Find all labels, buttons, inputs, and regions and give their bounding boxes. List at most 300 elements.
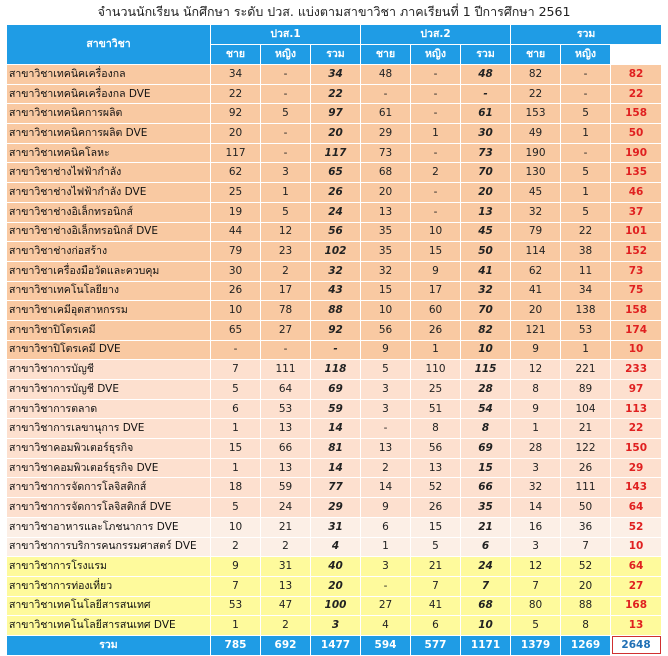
count-cell: 38 (561, 242, 611, 262)
count-cell: 13 (261, 419, 311, 439)
major-name: สาขาวิชาคอมพิวเตอร์ธุรกิจ DVE (7, 458, 211, 478)
table-row (7, 104, 662, 124)
grand-total-cell: 64 (611, 557, 662, 577)
grand-total-cell: 135 (611, 163, 662, 183)
sum-cell: 68 (461, 596, 511, 616)
count-cell: 104 (561, 399, 611, 419)
table-row (7, 124, 662, 144)
major-name: สาขาวิชาการท่องเที่ยว (7, 576, 211, 596)
table-row (7, 242, 662, 262)
count-cell: 19 (211, 202, 261, 222)
major-name: สาขาวิชาเทคนิคโลหะ (7, 143, 211, 163)
count-cell: - (561, 84, 611, 104)
count-cell: 122 (561, 439, 611, 459)
count-cell: 34 (561, 281, 611, 301)
count-cell: 59 (261, 478, 311, 498)
count-cell: 13 (361, 439, 411, 459)
count-cell: 8 (561, 616, 611, 636)
table-row (7, 360, 662, 380)
total-cell: 692 (261, 635, 311, 655)
header-male: ชาย (511, 45, 561, 65)
count-cell: 13 (411, 458, 461, 478)
sum-cell: 117 (311, 143, 361, 163)
sum-cell: 34 (311, 65, 361, 85)
table-row (7, 183, 662, 203)
header-female: หญิง (261, 45, 311, 65)
count-cell: 18 (211, 478, 261, 498)
count-cell: 41 (411, 596, 461, 616)
count-cell: 17 (411, 281, 461, 301)
count-cell: 41 (511, 281, 561, 301)
count-cell: 6 (211, 399, 261, 419)
sum-cell: - (311, 340, 361, 360)
count-cell: - (261, 65, 311, 85)
count-cell: 2 (261, 616, 311, 636)
count-cell: 14 (361, 478, 411, 498)
count-cell: 7 (411, 576, 461, 596)
count-cell: 30 (211, 261, 261, 281)
table-body (7, 65, 662, 636)
sum-cell: 50 (461, 242, 511, 262)
table-row (7, 478, 662, 498)
grand-total-cell: 73 (611, 261, 662, 281)
count-cell: 2 (411, 163, 461, 183)
count-cell: - (561, 143, 611, 163)
count-cell: - (411, 104, 461, 124)
header-group-total: รวม (511, 25, 662, 45)
count-cell: 22 (511, 84, 561, 104)
count-cell: 15 (411, 517, 461, 537)
sum-cell: 8 (461, 419, 511, 439)
count-cell: 73 (361, 143, 411, 163)
major-name: สาขาวิชาปิโตรเคมี DVE (7, 340, 211, 360)
sum-cell: 14 (311, 419, 361, 439)
major-name: สาขาวิชาการบัญชี DVE (7, 380, 211, 400)
count-cell: 26 (411, 498, 461, 518)
table-row (7, 439, 662, 459)
sum-cell: 56 (311, 222, 361, 242)
count-cell: 5 (561, 104, 611, 124)
sum-cell: 21 (461, 517, 511, 537)
count-cell: 61 (361, 104, 411, 124)
header-sum: รวม (311, 45, 361, 65)
count-cell: 53 (261, 399, 311, 419)
table-row (7, 281, 662, 301)
sum-cell: 28 (461, 380, 511, 400)
major-name: สาขาวิชาเทคโนโลยียาง (7, 281, 211, 301)
header-group-1: ปวส.1 (211, 25, 361, 45)
page-title: จำนวนนักเรียน นักศึกษา ระดับ ปวส. แบ่งตามสาขาวิชา ภาคเรียนที่ 1 ปีการศึกษา 2561 (97, 4, 571, 19)
count-cell: 15 (211, 439, 261, 459)
count-cell: 2 (261, 537, 311, 557)
grand-total-cell: 2648 (611, 635, 662, 655)
sum-cell: 10 (461, 616, 511, 636)
grand-total-cell: 150 (611, 439, 662, 459)
count-cell: 22 (561, 222, 611, 242)
count-cell: 53 (561, 320, 611, 340)
grand-total-cell: 168 (611, 596, 662, 616)
total-cell: 1379 (511, 635, 561, 655)
sum-cell: 4 (311, 537, 361, 557)
count-cell: 10 (361, 301, 411, 321)
sum-cell: 22 (311, 84, 361, 104)
count-cell: 15 (411, 242, 461, 262)
sum-cell: 40 (311, 557, 361, 577)
major-name: สาขาวิชาเทคนิคการผลิต (7, 104, 211, 124)
major-name: สาขาวิชาการจัดการโลจิสติกส์ DVE (7, 498, 211, 518)
grand-total-cell: 37 (611, 202, 662, 222)
students-table (6, 24, 662, 656)
count-cell: 13 (361, 202, 411, 222)
count-cell: 7 (561, 537, 611, 557)
total-cell: 577 (411, 635, 461, 655)
table-row (7, 301, 662, 321)
count-cell: 13 (261, 458, 311, 478)
count-cell: 89 (561, 380, 611, 400)
count-cell: 10 (211, 517, 261, 537)
count-cell: 23 (261, 242, 311, 262)
count-cell: 7 (511, 576, 561, 596)
grand-total-cell: 97 (611, 380, 662, 400)
count-cell: 2 (211, 537, 261, 557)
major-name: สาขาวิชาการบริการคนกรรมศาสตร์ DVE (7, 537, 211, 557)
sum-cell: 97 (311, 104, 361, 124)
count-cell: - (411, 65, 461, 85)
header-sum: รวม (461, 45, 511, 65)
count-cell: 4 (361, 616, 411, 636)
table-row (7, 517, 662, 537)
major-name: สาขาวิชาช่างไฟฟ้ากำลัง DVE (7, 183, 211, 203)
count-cell: 56 (411, 439, 461, 459)
table-row (7, 458, 662, 478)
count-cell: 130 (511, 163, 561, 183)
count-cell: 1 (261, 183, 311, 203)
sum-cell: 66 (461, 478, 511, 498)
count-cell: 10 (411, 222, 461, 242)
count-cell: 9 (361, 340, 411, 360)
major-name: สาขาวิชาช่างอิเล็กทรอนิกส์ (7, 202, 211, 222)
count-cell: 29 (361, 124, 411, 144)
major-name: สาขาวิชาการเลขานุการ DVE (7, 419, 211, 439)
count-cell: 20 (211, 124, 261, 144)
grand-total-cell: 52 (611, 517, 662, 537)
sum-cell: 65 (311, 163, 361, 183)
sum-cell: 10 (461, 340, 511, 360)
sum-cell: 82 (461, 320, 511, 340)
count-cell: - (411, 202, 461, 222)
grand-total-cell: 29 (611, 458, 662, 478)
count-cell: 27 (261, 320, 311, 340)
table-row (7, 537, 662, 557)
count-cell: 27 (361, 596, 411, 616)
sum-cell: 32 (311, 261, 361, 281)
count-cell: 22 (211, 84, 261, 104)
major-name: สาขาวิชาการโรงแรม (7, 557, 211, 577)
grand-total-cell: 233 (611, 360, 662, 380)
grand-total-cell: 101 (611, 222, 662, 242)
sum-cell: - (461, 84, 511, 104)
count-cell: 3 (511, 537, 561, 557)
grand-total-cell: 46 (611, 183, 662, 203)
count-cell: - (411, 143, 461, 163)
major-name: สาขาวิชาเทคโนโลยีสารสนเทศ DVE (7, 616, 211, 636)
count-cell: 114 (511, 242, 561, 262)
count-cell: 62 (511, 261, 561, 281)
sum-cell: 69 (461, 439, 511, 459)
count-cell: 25 (211, 183, 261, 203)
sum-cell: 20 (461, 183, 511, 203)
sum-cell: 7 (461, 576, 511, 596)
total-cell: 1477 (311, 635, 361, 655)
header-major: สาขาวิชา (7, 25, 211, 65)
sum-cell: 24 (311, 202, 361, 222)
count-cell: 117 (211, 143, 261, 163)
count-cell: 2 (361, 458, 411, 478)
major-name: สาขาวิชาเทคนิคเครื่องกล DVE (7, 84, 211, 104)
sum-cell: 26 (311, 183, 361, 203)
count-cell: 1 (411, 124, 461, 144)
count-cell: 5 (411, 537, 461, 557)
total-cell: 594 (361, 635, 411, 655)
count-cell: 6 (361, 517, 411, 537)
count-cell: 6 (411, 616, 461, 636)
count-cell: - (261, 340, 311, 360)
table-row (7, 202, 662, 222)
grand-total-cell: 190 (611, 143, 662, 163)
header-male: ชาย (211, 45, 261, 65)
count-cell: 5 (261, 104, 311, 124)
table-row (7, 84, 662, 104)
count-cell: 45 (511, 183, 561, 203)
count-cell: 3 (361, 399, 411, 419)
total-label: รวม (7, 635, 211, 655)
major-name: สาขาวิชาช่างไฟฟ้ากำลัง (7, 163, 211, 183)
sum-cell: 24 (461, 557, 511, 577)
count-cell: - (411, 84, 461, 104)
count-cell: 34 (211, 65, 261, 85)
count-cell: 12 (511, 360, 561, 380)
major-name: สาขาวิชาการจัดการโลจิสติกส์ (7, 478, 211, 498)
count-cell: 60 (411, 301, 461, 321)
count-cell: 7 (211, 360, 261, 380)
table-row (7, 557, 662, 577)
grand-total-cell: 174 (611, 320, 662, 340)
count-cell: 1 (211, 616, 261, 636)
count-cell: 5 (211, 380, 261, 400)
sum-cell: 32 (461, 281, 511, 301)
count-cell: 9 (361, 498, 411, 518)
grand-total-cell: 158 (611, 301, 662, 321)
count-cell: 9 (511, 340, 561, 360)
count-cell: 79 (511, 222, 561, 242)
sum-cell: 73 (461, 143, 511, 163)
sum-cell: 59 (311, 399, 361, 419)
count-cell: 1 (561, 124, 611, 144)
table-row (7, 596, 662, 616)
count-cell: - (361, 419, 411, 439)
count-cell: 31 (261, 557, 311, 577)
count-cell: 121 (511, 320, 561, 340)
sum-cell: 14 (311, 458, 361, 478)
count-cell: 12 (511, 557, 561, 577)
total-cell: 1269 (561, 635, 611, 655)
count-cell: 9 (411, 261, 461, 281)
sum-cell: 13 (461, 202, 511, 222)
grand-total-cell: 64 (611, 498, 662, 518)
count-cell: 5 (211, 498, 261, 518)
count-cell: - (361, 576, 411, 596)
sum-cell: 29 (311, 498, 361, 518)
count-cell: 221 (561, 360, 611, 380)
count-cell: 52 (561, 557, 611, 577)
count-cell: - (411, 183, 461, 203)
table-row (7, 222, 662, 242)
table-row (7, 380, 662, 400)
count-cell: 32 (361, 261, 411, 281)
count-cell: 138 (561, 301, 611, 321)
grand-total-cell: 143 (611, 478, 662, 498)
count-cell: 62 (211, 163, 261, 183)
total-cell: 785 (211, 635, 261, 655)
grand-total-cell: 82 (611, 65, 662, 85)
major-name: สาขาวิชาเทคนิคการผลิต DVE (7, 124, 211, 144)
count-cell: 65 (211, 320, 261, 340)
sum-cell: 115 (461, 360, 511, 380)
count-cell: 25 (411, 380, 461, 400)
major-name: สาขาวิชาเคมีอุตสาหกรรม (7, 301, 211, 321)
count-cell: 82 (511, 65, 561, 85)
table-row (7, 163, 662, 183)
count-cell: 190 (511, 143, 561, 163)
count-cell: 5 (561, 163, 611, 183)
sum-cell: 70 (461, 163, 511, 183)
sum-cell: 69 (311, 380, 361, 400)
count-cell: - (261, 84, 311, 104)
count-cell: 15 (361, 281, 411, 301)
count-cell: 1 (411, 340, 461, 360)
count-cell: 3 (511, 458, 561, 478)
count-cell: 21 (261, 517, 311, 537)
count-cell: 51 (411, 399, 461, 419)
table-row (7, 261, 662, 281)
count-cell: 110 (411, 360, 461, 380)
table-row (7, 320, 662, 340)
total-row (7, 635, 662, 655)
count-cell: 56 (361, 320, 411, 340)
grand-total-cell: 10 (611, 340, 662, 360)
sum-cell: 30 (461, 124, 511, 144)
count-cell: 64 (261, 380, 311, 400)
table-row (7, 498, 662, 518)
count-cell: 13 (261, 576, 311, 596)
header-female: หญิง (561, 45, 611, 65)
count-cell: 17 (261, 281, 311, 301)
count-cell: 28 (511, 439, 561, 459)
major-name: สาขาวิชาเครื่องมือวัดและควบคุม (7, 261, 211, 281)
sum-cell: 43 (311, 281, 361, 301)
count-cell: 7 (211, 576, 261, 596)
major-name: สาขาวิชาคอมพิวเตอร์ธุรกิจ (7, 439, 211, 459)
sum-cell: 45 (461, 222, 511, 242)
count-cell: 49 (511, 124, 561, 144)
count-cell: - (211, 340, 261, 360)
count-cell: 35 (361, 222, 411, 242)
sum-cell: 81 (311, 439, 361, 459)
table-row (7, 419, 662, 439)
count-cell: 26 (211, 281, 261, 301)
sum-cell: 20 (311, 576, 361, 596)
count-cell: 1 (361, 537, 411, 557)
count-cell: 21 (411, 557, 461, 577)
major-name: สาขาวิชาช่างอิเล็กทรอนิกส์ DVE (7, 222, 211, 242)
table-row (7, 340, 662, 360)
grand-total-cell: 113 (611, 399, 662, 419)
table-row (7, 399, 662, 419)
count-cell: 20 (361, 183, 411, 203)
grand-total-cell: 13 (611, 616, 662, 636)
sum-cell: 31 (311, 517, 361, 537)
sum-cell: 35 (461, 498, 511, 518)
table-row (7, 65, 662, 85)
count-cell: 20 (511, 301, 561, 321)
count-cell: 5 (361, 360, 411, 380)
sum-cell: 3 (311, 616, 361, 636)
count-cell: 12 (261, 222, 311, 242)
sum-cell: 100 (311, 596, 361, 616)
count-cell: - (361, 84, 411, 104)
count-cell: 78 (261, 301, 311, 321)
count-cell: 80 (511, 596, 561, 616)
count-cell: 111 (261, 360, 311, 380)
count-cell: 14 (511, 498, 561, 518)
count-cell: 8 (411, 419, 461, 439)
sum-cell: 92 (311, 320, 361, 340)
count-cell: 2 (261, 261, 311, 281)
count-cell: 50 (561, 498, 611, 518)
count-cell: 47 (261, 596, 311, 616)
count-cell: 1 (561, 183, 611, 203)
count-cell: - (261, 124, 311, 144)
sum-cell: 70 (461, 301, 511, 321)
count-cell: 11 (561, 261, 611, 281)
sum-cell: 102 (311, 242, 361, 262)
header-male: ชาย (361, 45, 411, 65)
grand-total-cell: 75 (611, 281, 662, 301)
count-cell: 5 (561, 202, 611, 222)
grand-total-cell: 158 (611, 104, 662, 124)
count-cell: 9 (211, 557, 261, 577)
sum-cell: 88 (311, 301, 361, 321)
sum-cell: 118 (311, 360, 361, 380)
count-cell: 26 (561, 458, 611, 478)
table-row (7, 576, 662, 596)
count-cell: 5 (511, 616, 561, 636)
sum-cell: 20 (311, 124, 361, 144)
count-cell: 153 (511, 104, 561, 124)
count-cell: 5 (261, 202, 311, 222)
count-cell: 8 (511, 380, 561, 400)
count-cell: 66 (261, 439, 311, 459)
count-cell: 1 (211, 458, 261, 478)
count-cell: 79 (211, 242, 261, 262)
count-cell: 26 (411, 320, 461, 340)
count-cell: 1 (211, 419, 261, 439)
count-cell: 53 (211, 596, 261, 616)
count-cell: 9 (511, 399, 561, 419)
count-cell: 48 (361, 65, 411, 85)
count-cell: 3 (361, 557, 411, 577)
count-cell: 16 (511, 517, 561, 537)
